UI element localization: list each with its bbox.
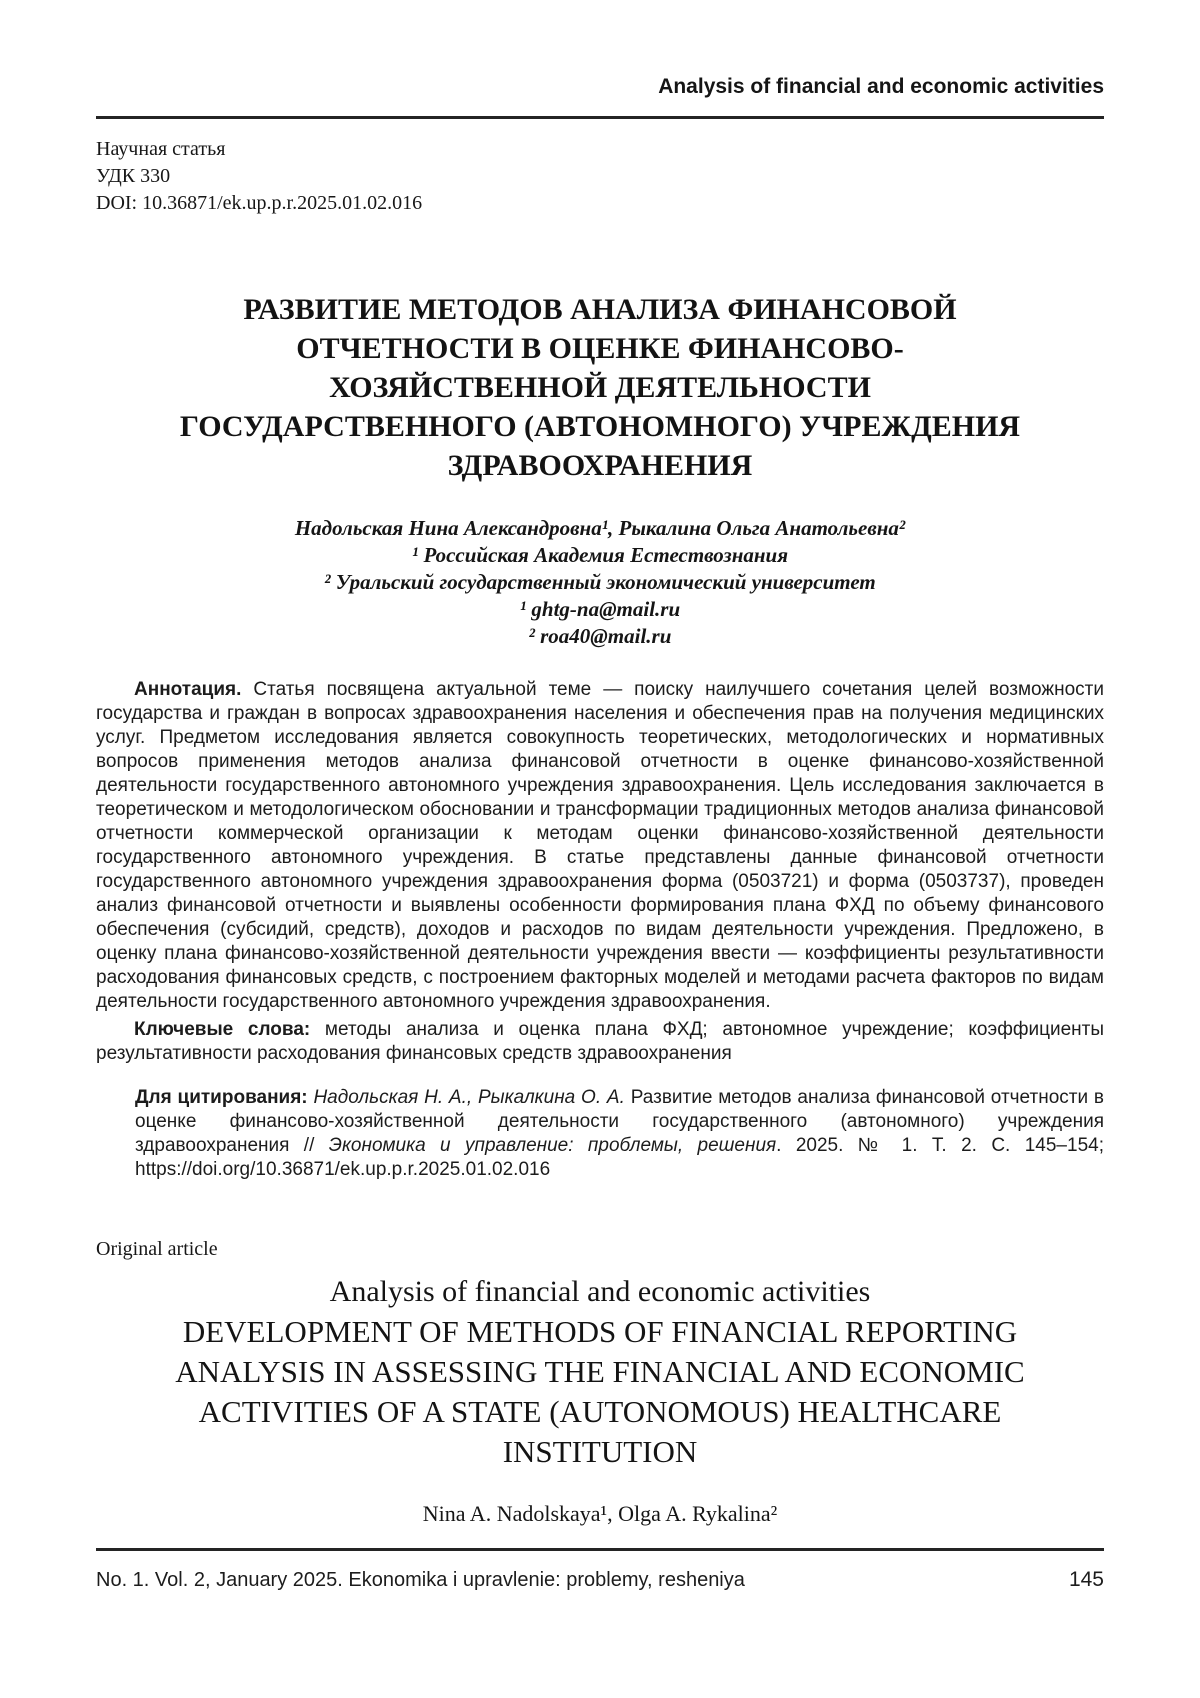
abstract-label: Аннотация. xyxy=(134,679,242,700)
citation-journal-title: Экономика и управление: проблемы, решения xyxy=(328,1135,777,1156)
article-type-label: Научная статья xyxy=(96,138,226,160)
citation-authors: Надольская Н. А., Рыкалкина О. А. xyxy=(307,1087,625,1108)
original-article-label: Original article xyxy=(96,1238,218,1260)
title-ru-line: ОТЧЕТНОСТИ В ОЦЕНКЕ ФИНАНСОВО- xyxy=(296,332,904,365)
title-en-line: ANALYSIS IN ASSESSING THE FINANCIAL AND ECONOMIC xyxy=(175,1354,1025,1389)
keywords-paragraph xyxy=(96,1018,1104,1066)
keywords-text: методы анализа и оценка плана ФХД; автономное учреждение; коэффициенты результативности расходования финансовых средств здравоохранения xyxy=(96,1019,1104,1064)
section-title-en: Analysis of financial and economic activities xyxy=(329,1275,871,1308)
author-email-2: ² roa40@mail.ru xyxy=(528,624,672,648)
footer-rule xyxy=(96,1548,1104,1551)
page-header xyxy=(96,74,1104,119)
title-en xyxy=(96,1312,1104,1472)
title-ru-line: РАЗВИТИЕ МЕТОДОВ АНАЛИЗА ФИНАНСОВОЙ xyxy=(243,293,957,326)
title-en-line: DEVELOPMENT OF METHODS OF FINANCIAL REPORTING xyxy=(182,1314,1018,1349)
udc-code: УДК 330 xyxy=(96,165,171,187)
abstract-block xyxy=(96,678,1104,1182)
page-footer xyxy=(96,1567,1104,1593)
title-en-line: INSTITUTION xyxy=(502,1434,698,1469)
abstract-paragraph xyxy=(96,678,1104,1014)
doi-line: DOI: 10.36871/ek.up.p.r.2025.01.02.016 xyxy=(96,192,423,214)
header-rule xyxy=(96,116,1104,119)
citation-label: Для цитирования: xyxy=(135,1087,308,1108)
keywords-label: Ключевые слова: xyxy=(134,1019,311,1040)
affiliation-1: ¹ Российская Академия Естествознания xyxy=(411,543,789,567)
title-en-line: ACTIVITIES OF A STATE (AUTONOMOUS) HEALTHCARE xyxy=(198,1394,1002,1429)
authors-en: Nina A. Nadolskaya¹, Olga A. Rykalina² xyxy=(422,1501,778,1526)
abstract-text: Статья посвящена актуальной теме — поиску наилучшего сочетания целей возможности государства и граждан в вопросах здравоохранения населения и обеспечения прав на получения медицинских услуг. Предметом исследования является совокупность теоретических, методологических и нормативных вопросов применения методов анализа финансовой отчетности в оценке финансово-хозяйственной деятельности государственного автономного учреждения здравоохранения. Цель исследования заключается в теоретическом и методологическом обосновании и трансформации традиционных методов анализа финансовой отчетности коммерческой организации к методам оценки финансово-хозяйственной деятельности государственного автономного учреждения. В статье представлены данные финансовой отчетности государственного автономного учреждения здравоохранения форма (0503721) и форма (0503737), проведен анализ финансовой отчетности и выявлены особенности формирования плана ФХД по объему финансового обеспечения (субсидий, средств), доходов и расходов по видам деятельности учреждения. Предложено, в оценку плана финансово-хозяйственной деятельности учреждения ввести — коэффициенты результативности расходования финансовых средств, с построением факторных моделей и методами расчета факторов по видам деятельности государственного автономного учреждения здравоохранения. xyxy=(96,679,1104,1012)
title-ru-line: ЗДРАВООХРАНЕНИЯ xyxy=(447,449,753,482)
running-head: Analysis of financial and economic activities xyxy=(658,75,1104,98)
authors-ru-block xyxy=(96,515,1104,650)
authors-ru-names: Надольская Нина Александровна¹, Рыкалина Ольга Анатольевна² xyxy=(294,516,906,540)
title-ru-line: ГОСУДАРСТВЕННОГО (АВТОНОМНОГО) УЧРЕЖДЕНИЯ xyxy=(179,410,1021,443)
citation-paragraph xyxy=(135,1086,1104,1182)
affiliation-2: ² Уральский государственный экономический университет xyxy=(324,570,876,594)
citation-text: Развитие методов анализа финансовой отчетности в оценке финансово-хозяйственной деятельности государственного (автономного) учреждения здравоохранения // xyxy=(135,1087,1104,1156)
title-ru-line: ХОЗЯЙСТВЕННОЙ ДЕЯТЕЛЬНОСТИ xyxy=(329,371,871,404)
citation-tail: . 2025. № 1. Т. 2. С. 145–154; https://doi.org/10.36871/ek.up.p.r.2025.01.02.016 xyxy=(135,1135,1104,1180)
article-meta xyxy=(96,136,1104,217)
page-number: 145 xyxy=(1068,1568,1104,1591)
footer-journal-info: No. 1. Vol. 2, January 2025. Ekonomika i upravlenie: problemy, resheniya xyxy=(96,1569,745,1591)
author-email-1: ¹ ghtg-na@mail.ru xyxy=(519,597,681,621)
title-ru xyxy=(96,290,1104,485)
